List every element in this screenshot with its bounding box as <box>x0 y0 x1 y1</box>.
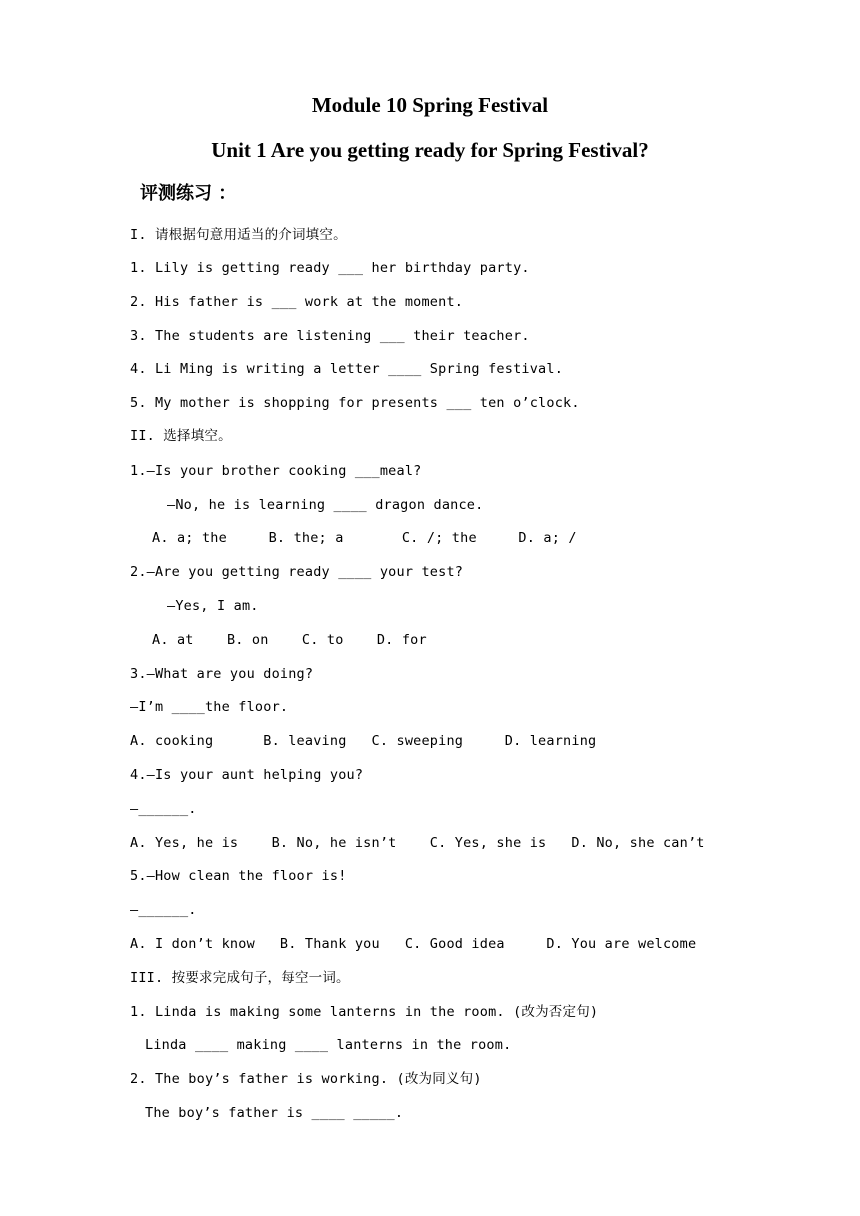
options-line: A. a; the B. the; a C. /; the D. a; / <box>152 530 577 546</box>
question-line: 1. Linda is making some lanterns in the room. (改为否定句) <box>130 1004 599 1020</box>
question-line: 2. His father is ___ work at the moment. <box>130 294 464 310</box>
question-line: 5. My mother is shopping for presents ___ ten o’clock. <box>130 395 580 411</box>
exercise-heading: 评测练习 ： <box>140 183 237 204</box>
question-line: 2.—Are you getting ready ____ your test? <box>130 564 464 580</box>
options-line: A. Yes, he is B. No, he isn’t C. Yes, she is D. No, she can’t <box>130 835 705 851</box>
options-line: A. cooking B. leaving C. sweeping D. learning <box>130 733 597 749</box>
answer-line: —Yes, I am. <box>167 598 259 614</box>
question-line: 4. Li Ming is writing a letter ____ Spring festival. <box>130 361 564 377</box>
section-iii-heading: III. 按要求完成句子，每空一词。 <box>130 970 350 986</box>
answer-line: Linda ____ making ____ lanterns in the room. <box>145 1037 512 1053</box>
answer-line: —______. <box>130 801 197 817</box>
section-i-heading: I. 请根据句意用适当的介词填空。 <box>130 227 347 243</box>
question-line: 3. The students are listening ___ their teacher. <box>130 328 530 344</box>
options-line: A. at B. on C. to D. for <box>152 632 427 648</box>
answer-line: —I’m ____the floor. <box>130 699 289 715</box>
question-line: 1.—Is your brother cooking ___meal? <box>130 463 422 479</box>
document-title: Module 10 Spring Festival <box>311 93 549 117</box>
question-line: 4.—Is your aunt helping you? <box>130 767 364 783</box>
answer-line: —No, he is learning ____ dragon dance. <box>167 497 484 513</box>
section-ii-heading: II. 选择填空。 <box>130 428 232 444</box>
answer-line: —______. <box>130 902 197 918</box>
question-line: 3.—What are you doing? <box>130 666 314 682</box>
document-subtitle: Unit 1 Are you getting ready for Spring Festival? <box>211 138 649 162</box>
question-line: 2. The boy’s father is working. (改为同义句) <box>130 1071 482 1087</box>
question-line: 5.—How clean the floor is! <box>130 868 347 884</box>
answer-line: The boy’s father is ____ _____. <box>145 1105 404 1121</box>
options-line: A. I don’t know B. Thank you C. Good idea D. You are welcome <box>130 936 697 952</box>
question-line: 1. Lily is getting ready ___ her birthday party. <box>130 260 530 276</box>
